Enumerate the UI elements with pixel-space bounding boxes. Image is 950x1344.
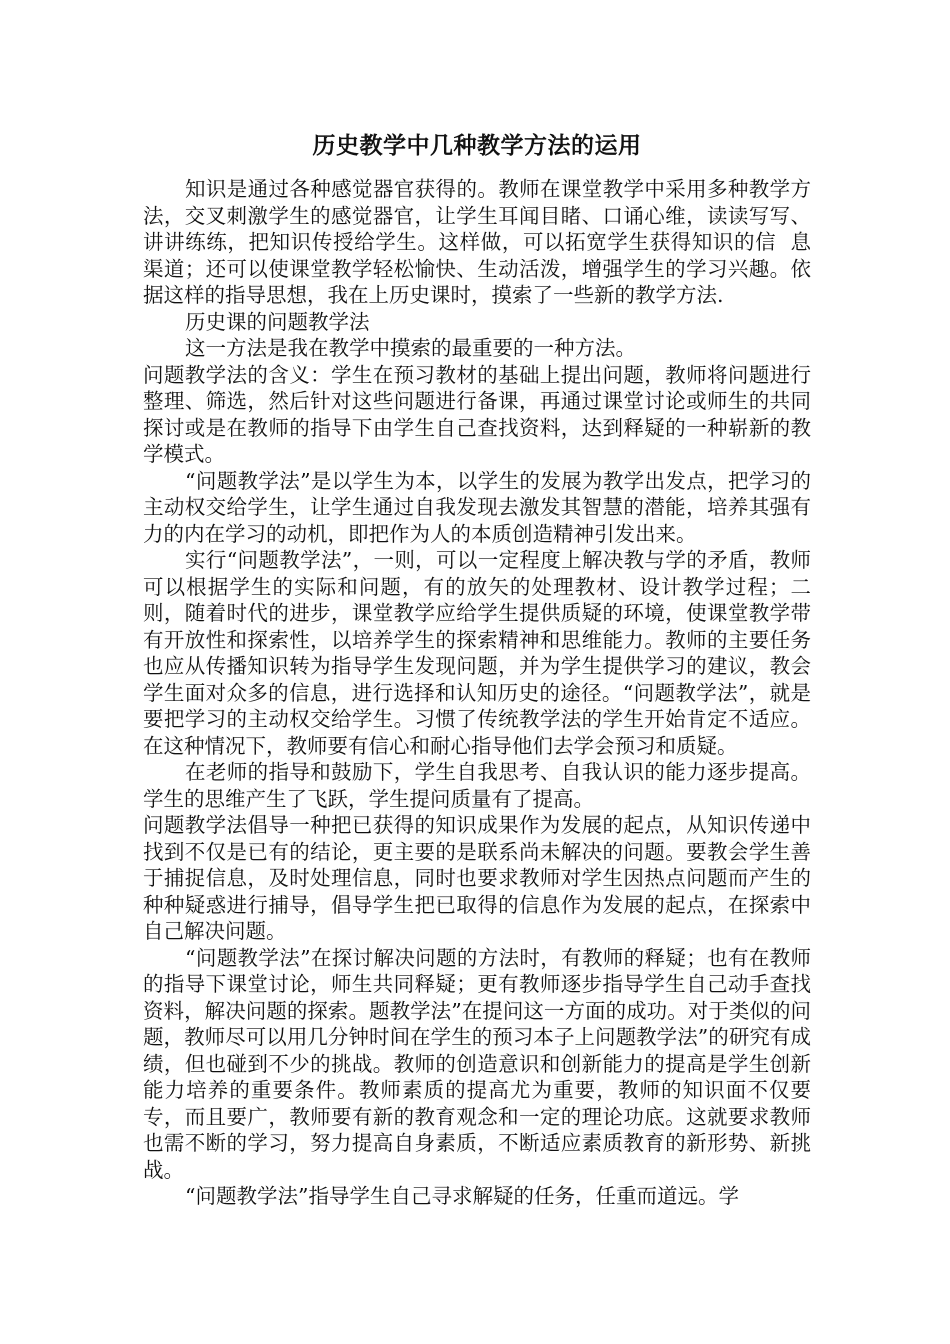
section-heading-problem-method: 历史课的问题教学法 [185, 309, 370, 334]
document-title: 历史教学中几种教学方法的运用 [312, 133, 642, 159]
paragraph-definition: 问题教学法的含义：学生在预习教材的基础上提出问题，教师将问题进行整理、筛选，然后针对这些问题进行备课，再通过课堂讨论或师生的共同探讨或是在教师的指导下由学生自己查找资料，达到释疑的一种崭新的教学模式。 [143, 362, 811, 466]
paragraph-intro: 知识是通过各种感觉器官获得的。教师在课堂教学中采用多种教学方法，交叉刺激学生的感觉器官，让学生耳闻目睹、口诵心维，读读写写、讲讲练练，把知识传授给学生。这样做，可以拓宽学生获得知识的信 息渠道；还可以使课堂教学轻松愉快、生动活泼，增强学生的学习兴趣。依据这样的指导思想，我在上历史课时，摸索了一些新的教学方法. [143, 177, 811, 307]
paragraph-closing-partial: “问题教学法”指导学生自己寻求解疑的任务，任重而道远。学 [185, 1184, 739, 1208]
paragraph-guidance: 在老师的指导和鼓励下，学生自我思考、自我认识的能力逐步提高。学生的思维产生了飞跃，学生提问质量有了提高。 [143, 760, 811, 811]
paragraph-knowledge-development: 问题教学法倡导一种把已获得的知识成果作为发展的起点，从知识传递中找到不仅是已有的结论，更主要的是联系尚未解决的问题。要教会学生善于捕捉信息，及时处理信息，同时也要求教师对学生因热点问题而产生的种种疑惑进行捕导，倡导学生把已取得的信息作为发展的起点，在探索中自己解决问题。 [143, 813, 811, 943]
paragraph-student-centered: “问题教学法”是以学生为本，以学生的发展为教学出发点，把学习的主动权交给学生，让学生通过自我发现去激发其智慧的潜能，培养其强有力的内在学习的动机，即把作为人的本质创造精神引发出来。 [143, 468, 811, 546]
paragraph-implementation: 实行“问题教学法”，一则，可以一定程度上解决教与学的矛盾，教师可以根据学生的实际和问题，有的放矢的处理教材、设计教学过程；二则，随着时代的进步，课堂教学应给学生提供质疑的环境，使课堂教学带有开放性和探索性，以培养学生的探索精神和思维能力。教师的主要任务也应从传播知识转为指导学生发现问题，并为学生提供学习的建议，教会学生面对众多的信息，进行选择和认知历史的途径。“问题教学法”，就是要把学习的主动权交给学生。习惯了传统教学法的学生开始肯定不适应。在这种情况下，教师要有信心和耐心指导他们去学会预习和质疑。 [143, 548, 811, 758]
paragraph-solving-problems: “问题教学法”在探讨解决问题的方法时，有教师的释疑；也有在教师的指导下课堂讨论，师生共同释疑；更有教师逐步指导学生自己动手查找资料，解决问题的探索。题教学法”在提问这一方面的成功。对于类似的问题，教师尽可以用几分钟时间在学生的预习本子上问题教学法”的研究有成绩，但也碰到不少的挑战。教师的创造意识和创新能力的提高是学生创新能力培养的重要条件。教师素质的提高尤为重要，教师的知识面不仅要专，而且要广，教师要有新的教育观念和一定的理论功底。这就要求教师也需不断的学习，努力提高自身素质，不断适应素质教育的新形势、新挑战。 [143, 945, 811, 1182]
document-body [143, 130, 811, 1210]
paragraph-method-importance: 这一方法是我在教学中摸索的最重要的一种方法。 [185, 336, 637, 360]
